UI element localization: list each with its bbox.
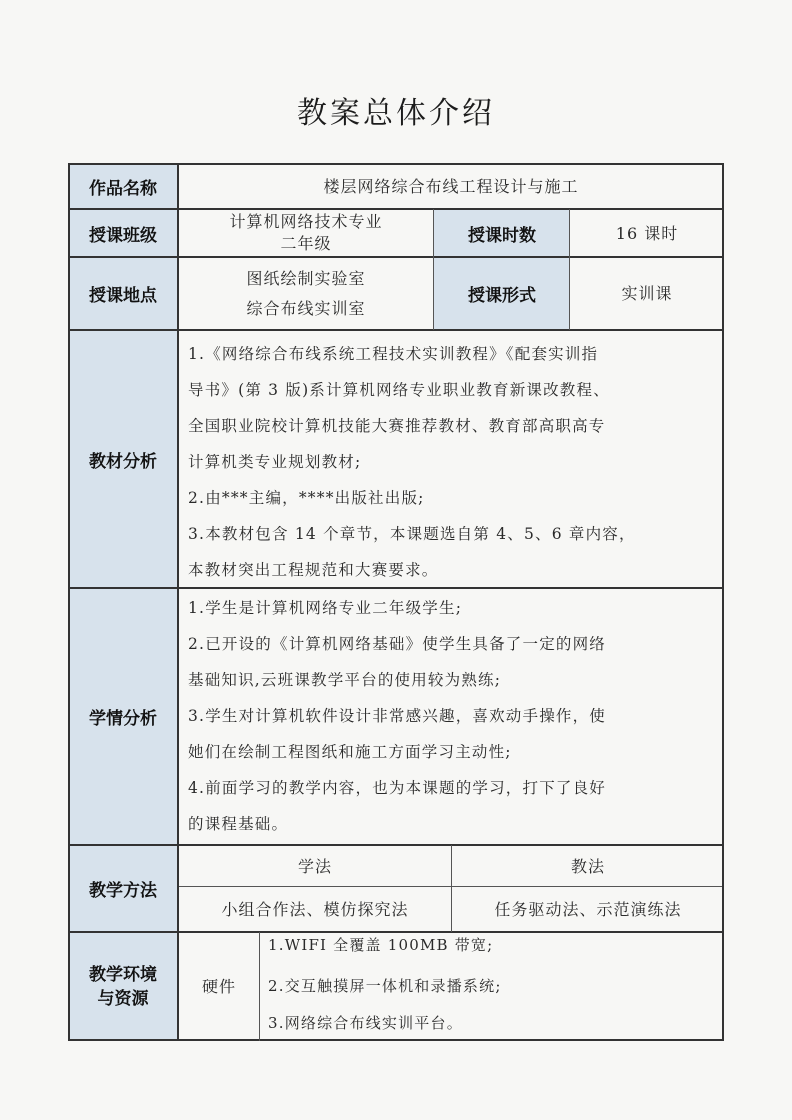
- methods-label: 教学方法: [68, 845, 178, 932]
- table-border-bottom: [68, 1039, 724, 1041]
- column-divider: [451, 845, 452, 932]
- students-line: 的课程基础。: [188, 815, 289, 833]
- lesson-plan-table: [68, 163, 724, 1041]
- hours-value: 16 课时: [615, 223, 679, 243]
- column-divider: [259, 932, 260, 1041]
- students-label: 学情分析: [68, 588, 178, 845]
- place-value-line-2: 综合布线实训室: [246, 298, 366, 318]
- learning-method-value: 小组合作法、模仿探究法: [221, 900, 409, 919]
- textbook-line: 2.由***主编，****出版社出版;: [188, 489, 425, 507]
- textbook-line: 计算机类专业规划教材;: [188, 453, 362, 471]
- hours-label: 授课时数: [434, 209, 570, 257]
- students-line: 1.学生是计算机网络专业二年级学生;: [188, 599, 463, 617]
- class-value-line-2: 二年级: [280, 234, 332, 253]
- place-value-line-1: 图纸绘制实验室: [246, 268, 366, 288]
- place-label: 授课地点: [68, 257, 178, 330]
- place-value: [178, 257, 434, 330]
- table-border-right: [722, 163, 724, 1041]
- textbook-content: [178, 336, 724, 588]
- column-divider: [569, 209, 570, 330]
- class-label: 授课班级: [68, 209, 178, 257]
- row-divider: [68, 587, 724, 589]
- row-divider: [68, 208, 724, 210]
- students-content: [178, 590, 724, 842]
- textbook-line: 1.《网络综合布线系统工程技术实训教程》《配套实训指: [188, 345, 599, 363]
- column-divider: [177, 163, 179, 1041]
- hardware-item: 2.交互触摸屏一体机和录播系统;: [268, 977, 502, 995]
- students-line: 3.学生对计算机软件设计非常感兴趣，喜欢动手操作，使: [188, 707, 606, 725]
- class-value: [178, 209, 434, 257]
- textbook-line: 导书》(第 3 版)系计算机网络专业职业教育新课改教程、: [188, 381, 610, 399]
- textbook-line: 全国职业院校计算机技能大赛推荐教材、教育部高职高专: [188, 417, 606, 435]
- environment-label-line-2: 与资源: [97, 988, 149, 1009]
- form-label: 授课形式: [434, 257, 570, 330]
- environment-label: [68, 932, 178, 1041]
- work-name-label: 作品名称: [68, 163, 178, 209]
- students-line: 2.已开设的《计算机网络基础》使学生具备了一定的网络: [188, 635, 606, 653]
- table-border-top: [68, 163, 724, 165]
- students-line: 她们在绘制工程图纸和施工方面学习主动性;: [188, 743, 512, 761]
- learning-method-header: 学法: [297, 856, 332, 876]
- work-name-value: 楼层网络综合布线工程设计与施工: [323, 176, 579, 196]
- table-border-left: [68, 163, 70, 1041]
- textbook-label: 教材分析: [68, 330, 178, 588]
- hardware-item: 3.网络综合布线实训平台。: [268, 1014, 463, 1032]
- page-title: 教案总体介绍: [297, 96, 495, 131]
- hardware-items: [260, 932, 724, 1041]
- row-divider: [68, 256, 724, 258]
- form-value: 实训课: [621, 284, 673, 303]
- column-divider: [433, 209, 434, 330]
- teaching-method-value: 任务驱动法、示范演练法: [494, 900, 682, 919]
- row-divider: [68, 844, 724, 846]
- environment-label-line-1: 教学环境: [89, 964, 157, 985]
- class-value-line-1: 计算机网络技术专业: [229, 212, 383, 231]
- hardware-item: 1.WIFI 全覆盖 100MB 带宽;: [268, 936, 494, 954]
- teaching-method-header: 教法: [570, 856, 605, 876]
- row-divider: [68, 329, 724, 331]
- row-divider: [68, 931, 724, 933]
- textbook-line: 3.本教材包含 14 个章节，本课题选自第 4、5、6 章内容，: [188, 525, 636, 543]
- hardware-label: 硬件: [201, 977, 236, 996]
- students-line: 4.前面学习的教学内容，也为本课题的学习，打下了良好: [188, 779, 606, 797]
- students-line: 基础知识,云班课教学平台的使用较为熟练;: [188, 671, 502, 689]
- textbook-line: 本教材突出工程规范和大赛要求。: [188, 561, 439, 579]
